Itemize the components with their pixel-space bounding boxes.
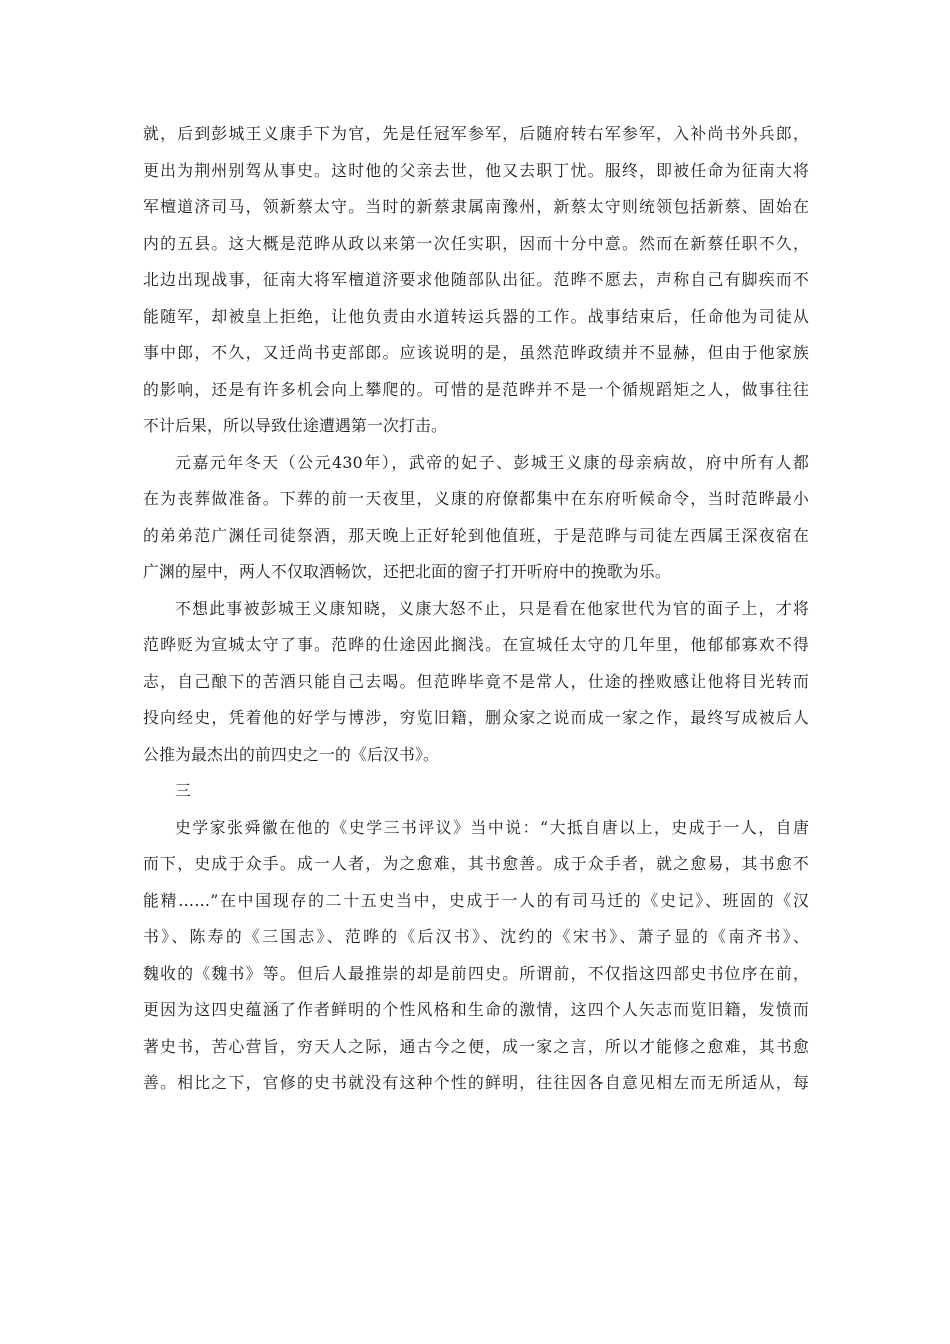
text-line: 北边出现战事，征南大将军檀道济要求他随部队出征。范晔不愿去，声称自己有脚疾而不 bbox=[143, 270, 809, 289]
text-line: 不计后果，所以导致仕途遭遇第一次打击。 bbox=[143, 416, 447, 435]
text-line: 公推为最杰出的前四史之一的《后汉书》。 bbox=[143, 744, 440, 764]
text-line: 书》、陈寿的《三国志》、范晔的《后汉书》、沈约的《宋书》、萧子显的《南齐书》、 bbox=[143, 927, 809, 946]
text-line: 史学家张舜徽在他的《史学三书评议》当中说：“大抵自唐以上，史成于一人，自唐 bbox=[175, 817, 809, 837]
text-line: 不想此事被彭城王义康知晓，义康大怒不止，只是看在他家世代为官的面子上，才将 bbox=[175, 598, 809, 618]
text-line: 的影响，还是有许多机会向上攀爬的。可惜的是范晔并不是一个循规蹈矩之人，做事往往 bbox=[143, 379, 809, 399]
text-line: 投向经史，凭着他的好学与博涉，穷览旧籍，删众家之说而成一家之作，最终写成被后人 bbox=[143, 708, 809, 727]
text-line: 能随军，却被皇上拒绝，让他负责由水道转运兵器的工作。战事结束后，任命他为司徒从 bbox=[143, 306, 809, 326]
text-line: 军檀道济司马，领新蔡太守。当时的新蔡隶属南豫州，新蔡太守则统领包括新蔡、固始在 bbox=[143, 197, 809, 216]
text-line: 善。相比之下，官修的史书就没有这种个性的鲜明，往往因各自意见相左而无所适从，每 bbox=[143, 1073, 809, 1092]
text-line: 的弟弟范广渊任司徒祭酒，那天晚上正好轮到他值班，于是范晔与司徒左西属王深夜宿在 bbox=[143, 525, 809, 545]
text-line: 能精……”在中国现存的二十五史当中，史成于一人的有司马迁的《史记》、班固的《汉 bbox=[143, 890, 809, 910]
text-line: 更出为荆州别驾从事史。这时他的父亲去世，他又去职丁忧。服终，即被任命为征南大将 bbox=[143, 160, 809, 180]
text-line: 在为丧葬做准备。下葬的前一天夜里，义康的府僚都集中在东府听候命令，当时范晔最小 bbox=[143, 489, 809, 508]
text-line: 更因为这四史蕴涵了作者鲜明的个性风格和生命的激情，这四个人矢志而览旧籍，发愤而 bbox=[143, 1000, 809, 1019]
section-heading: 三 bbox=[175, 781, 191, 800]
text-line: 著史书，苦心营旨，穷天人之际，通古今之便，成一家之言，所以才能修之愈难，其书愈 bbox=[143, 1036, 809, 1056]
text-line: 而下，史成于众手。成一人者，为之愈难，其书愈善。成于众手者，就之愈易，其书愈不 bbox=[143, 854, 809, 873]
text-line: 范晔贬为宣城太守了事。范晔的仕途因此搁浅。在宣城任太守的几年里，他郁郁寡欢不得 bbox=[143, 635, 809, 654]
text-line: 魏收的《魏书》等。但后人最推崇的却是前四史。所谓前，不仅指这四部史书位序在前， bbox=[143, 963, 809, 983]
text-line: 元嘉元年冬天（公元430年），武帝的妃子、彭城王义康的母亲病故，府中所有人都 bbox=[175, 452, 809, 472]
document-body bbox=[143, 116, 809, 1102]
text-line: 志，自己酿下的苦酒只能自己去喝。但范晔毕竟不是常人，仕途的挫败感让他将目光转而 bbox=[143, 671, 809, 691]
text-line: 广渊的屋中，两人不仅取酒畅饮，还把北面的窗子打开听府中的挽歌为乐。 bbox=[143, 562, 671, 581]
text-line: 内的五县。这大概是范晔从政以来第一次任实职，因而十分中意。然而在新蔡任职不久， bbox=[143, 233, 809, 253]
text-line: 就，后到彭城王义康手下为官，先是任冠军参军，后随府转右军参军，入补尚书外兵郎， bbox=[143, 124, 809, 143]
text-line: 事中郎，不久，又迁尚书吏部郎。应该说明的是，虽然范晔政绩并不显赫，但由于他家族 bbox=[143, 343, 809, 362]
